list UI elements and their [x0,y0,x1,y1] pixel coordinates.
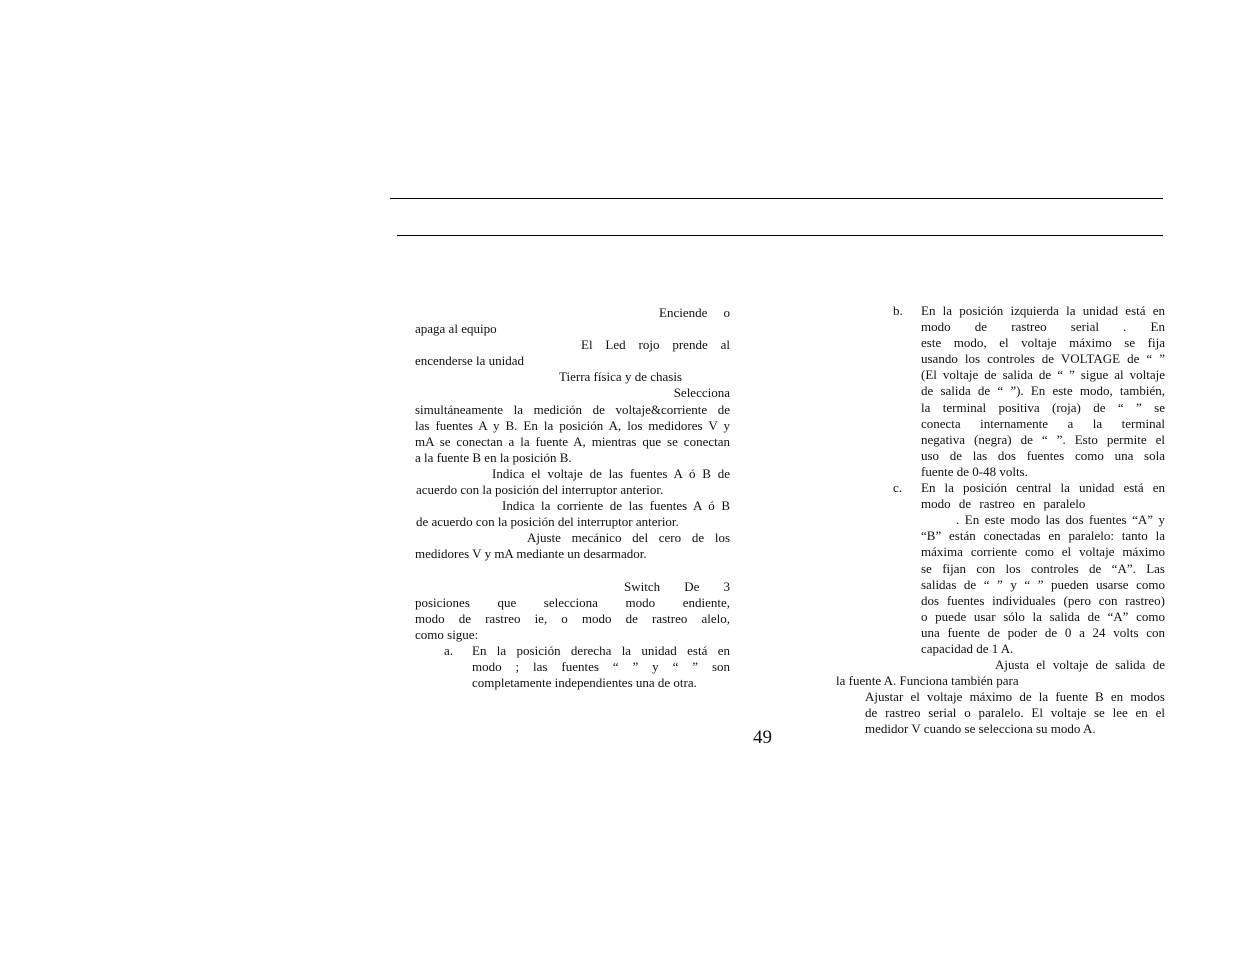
page-number: 49 [753,727,772,748]
text-line: la terminal positiva (roja) de “ ” se [921,399,1165,415]
list-marker: a. [444,642,454,658]
text-line: de salida de “ ”). En este modo, también, [921,383,1165,399]
text-line: usando los controles de VOLTAGE de “ ” [921,351,1165,367]
text-line: la fuente A. Funciona también para [836,673,1019,689]
blank-line [415,563,730,579]
text-line: modo de rastreo en paralelo [921,496,1086,512]
text-line: Ajusta el voltaje de salida de [995,657,1165,673]
text-line: las fuentes A y B. En la posición A, los medidores V y [415,417,730,433]
text-line: (El voltaje de salida de “ ” sigue al voltaje [921,367,1165,383]
text-line: modo ; las fuentes “ ” y “ ” son [472,659,730,675]
text-line: Ajuste mecánico del cero de los [527,530,730,546]
text-line: completamente independientes una de otra. [472,675,697,691]
text-line: a la fuente B en la posición B. [415,449,572,465]
text-line: En la posición derecha la unidad está en [472,642,730,658]
text-line: uso de las dos fuentes como una sola [921,447,1165,463]
text-line: este modo, el voltaje máximo se fija [921,335,1165,351]
text-line: En la posición central la unidad está en [921,480,1165,496]
top-rule [390,198,1163,199]
text-line: capacidad de 1 A. [921,640,1014,656]
text-line: salidas de “ ” y “ ” pueden usarse como [921,576,1165,592]
list-marker: c. [893,480,903,496]
text-line: medidor V cuando se selecciona su modo A. [865,721,1096,737]
text-line: Selecciona [673,385,730,401]
text-line: se fijan con los controles de “A”. Las [921,560,1165,576]
text-line: como sigue: [415,626,479,642]
text-line: máxima corriente como el voltaje máximo [921,544,1165,560]
text-line: Ajustar el voltaje máximo de la fuente B en modos [865,689,1165,705]
text-line: dos fuentes individuales (pero con rastreo) [921,592,1165,608]
text-line: fuente de 0-48 volts. [921,463,1028,479]
text-line: apaga al equipo [415,321,497,337]
text-line: “B” están conectadas en paralelo: tanto la [921,528,1165,544]
text-line: Tierra física y de chasis [559,369,682,385]
text-line: Indica la corriente de las fuentes A ó B [502,498,730,514]
text-line: de acuerdo con la posición del interruptor anterior. [416,514,679,530]
text-line: medidores V y mA mediante un desarmador. [415,546,647,562]
text-line: . En este modo las dos fuentes “A” y [956,512,1165,528]
second-rule [397,235,1163,236]
text-line: posiciones que selecciona modo endiente, [415,594,730,610]
text-line: simultáneamente la medición de voltaje&corriente de [415,401,730,417]
text-line: una fuente de poder de 0 a 24 volts con [921,624,1165,640]
text-line: Indica el voltaje de las fuentes A ó B de [492,465,730,481]
text-line: modo de rastreo serial . En [921,319,1165,335]
list-marker: b. [893,303,903,318]
text-line: acuerdo con la posición del interruptor anterior. [416,482,664,498]
left-column [415,305,730,691]
list-item-c [893,480,1165,657]
text-line: mA se conectan a la fuente A, mientras que se conectan [415,433,730,449]
text-line: negativa (negra) de “ ”. Esto permite el [921,431,1165,447]
list-item-b [893,303,1165,480]
text-line: Enciende o [659,305,730,320]
text-line: El Led rojo prende al [581,337,730,353]
text-line: En la posición izquierda la unidad está en [921,303,1165,318]
text-line: o puede usar sólo la salida de “A” como [921,608,1165,624]
right-column [836,303,1165,738]
text-line: de rastreo serial o paralelo. El voltaje se lee en el [865,705,1165,721]
text-line: conecta internamente a la terminal [921,415,1165,431]
text-line: modo de rastreo ie, o modo de rastreo alelo, [415,610,730,626]
text-line: Switch De 3 [624,578,730,594]
list-item-a [444,642,730,691]
text-line: encenderse la unidad [415,353,525,369]
